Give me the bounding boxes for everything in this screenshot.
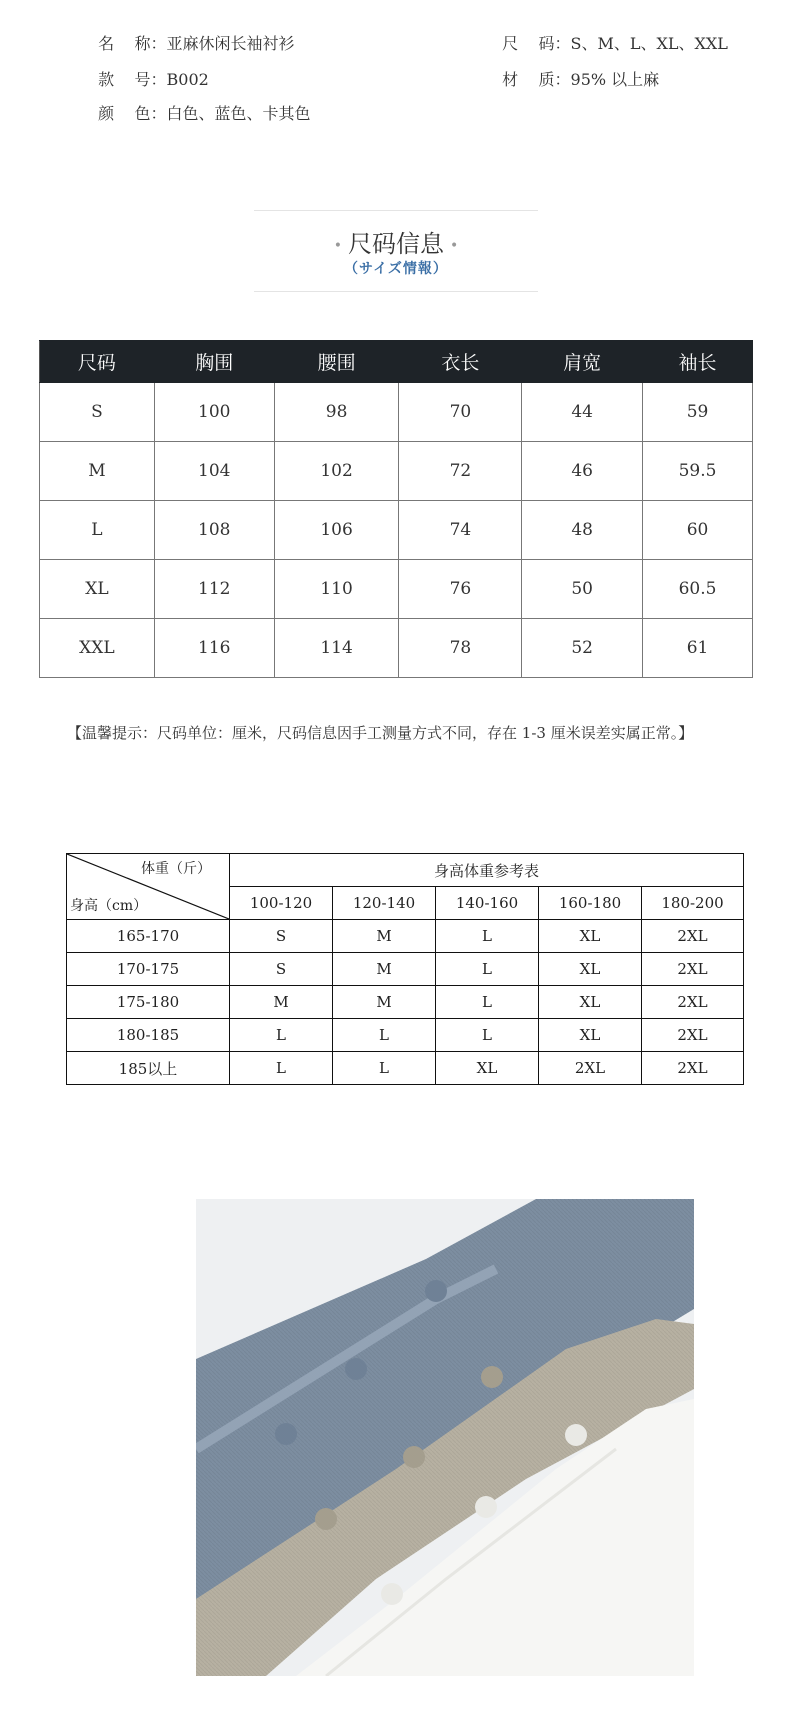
height-row	[67, 920, 744, 953]
height-range-cell: 165-170	[67, 920, 230, 953]
corner-height-label: 身高（cm）	[70, 898, 148, 914]
weight-range-cell: 120-140	[333, 887, 436, 920]
spec-color-value: 白色、蓝色、卡其色	[166, 104, 311, 123]
recommended-size-cell: L	[436, 1019, 539, 1052]
recommended-size-cell: L	[436, 920, 539, 953]
size-info-title-text: 尺码信息	[348, 230, 444, 258]
size-cell: 108	[154, 501, 274, 560]
recommended-size-cell: M	[333, 986, 436, 1019]
size-cell: 59	[643, 383, 753, 442]
spec-material-value: 95% 以上麻	[570, 70, 660, 89]
recommended-size-cell: 2XL	[642, 920, 744, 953]
size-header-cell: 尺码	[40, 341, 155, 383]
corner-weight-label: 体重（斤）	[141, 861, 211, 877]
size-row	[40, 619, 753, 678]
size-cell: XXL	[40, 619, 155, 678]
recommended-size-cell: M	[230, 986, 333, 1019]
size-cell: 100	[154, 383, 274, 442]
height-range-cell: 170-175	[67, 953, 230, 986]
size-header-cell: 腰围	[274, 341, 399, 383]
title-dot-right: •	[450, 237, 459, 254]
heading-bottom-rule	[254, 291, 538, 292]
recommended-size-cell: 2XL	[642, 1019, 744, 1052]
size-cell: 102	[274, 442, 399, 501]
measurement-tip: 【温馨提示：尺码单位：厘米，尺码信息因手工测量方式不同，存在 1-3 厘米误差实属正常。】	[67, 724, 694, 742]
recommended-size-cell: XL	[539, 953, 642, 986]
height-range-cell: 180-185	[67, 1019, 230, 1052]
size-row	[40, 560, 753, 619]
spec-color-key: 颜 色：	[98, 104, 167, 123]
size-cell: 60	[643, 501, 753, 560]
spec-model-value: B002	[166, 70, 209, 89]
size-info-heading	[254, 210, 538, 292]
recommended-size-cell: S	[230, 953, 333, 986]
recommended-size-cell: L	[436, 953, 539, 986]
recommended-size-cell: 2XL	[642, 1052, 744, 1085]
size-cell: 50	[522, 560, 643, 619]
height-row	[67, 1019, 744, 1052]
size-cell: 60.5	[643, 560, 753, 619]
weight-range-cell: 140-160	[436, 887, 539, 920]
recommended-size-cell: L	[230, 1019, 333, 1052]
recommended-size-cell: XL	[539, 986, 642, 1019]
spec-model-key: 款 号：	[98, 70, 167, 89]
size-row	[40, 383, 753, 442]
size-cell: 74	[399, 501, 522, 560]
size-cell: L	[40, 501, 155, 560]
recommended-size-cell: 2XL	[642, 953, 744, 986]
product-photo	[196, 1199, 694, 1676]
height-row	[67, 986, 744, 1019]
size-cell: S	[40, 383, 155, 442]
weight-range-cell: 180-200	[642, 887, 744, 920]
size-cell: 48	[522, 501, 643, 560]
reference-title: 身高体重参考表	[230, 854, 744, 887]
recommended-size-cell: XL	[539, 920, 642, 953]
size-cell: 110	[274, 560, 399, 619]
size-header-cell: 肩宽	[522, 341, 643, 383]
size-cell: 76	[399, 560, 522, 619]
size-header-cell: 衣长	[399, 341, 522, 383]
size-table-header	[40, 341, 753, 383]
recommended-size-cell: S	[230, 920, 333, 953]
size-cell: 72	[399, 442, 522, 501]
recommended-size-cell: 2XL	[642, 986, 744, 1019]
spec-color	[88, 82, 311, 124]
recommended-size-cell: M	[333, 953, 436, 986]
spec-material	[492, 48, 659, 90]
size-info-subtitle: （サイズ情報）	[344, 261, 448, 277]
spec-name-key: 名 称：	[98, 34, 167, 53]
recommended-size-cell: 2XL	[539, 1052, 642, 1085]
size-info-title	[254, 224, 538, 259]
size-table-body	[40, 383, 753, 678]
size-cell: 114	[274, 619, 399, 678]
spec-name-value: 亚麻休闲长袖衬衫	[166, 34, 295, 53]
recommended-size-cell: M	[333, 920, 436, 953]
weight-range-cell: 100-120	[230, 887, 333, 920]
size-cell: 52	[522, 619, 643, 678]
size-cell: 59.5	[643, 442, 753, 501]
recommended-size-cell: XL	[436, 1052, 539, 1085]
size-row	[40, 501, 753, 560]
height-range-cell: 175-180	[67, 986, 230, 1019]
size-cell: 116	[154, 619, 274, 678]
spec-material-key: 材 质：	[502, 70, 571, 89]
size-cell: XL	[40, 560, 155, 619]
height-row	[67, 1052, 744, 1085]
corner-header-cell	[67, 854, 230, 920]
recommended-size-cell: XL	[539, 1019, 642, 1052]
recommended-size-cell: L	[230, 1052, 333, 1085]
spec-size-value: S、M、L、XL、XXL	[570, 34, 728, 53]
height-weight-table	[66, 853, 744, 1085]
recommended-size-cell: L	[436, 986, 539, 1019]
heading-top-rule	[254, 210, 538, 211]
size-cell: 78	[399, 619, 522, 678]
height-row	[67, 953, 744, 986]
size-cell: 44	[522, 383, 643, 442]
size-cell: 104	[154, 442, 274, 501]
spec-size-key: 尺 码：	[502, 34, 571, 53]
size-cell: 70	[399, 383, 522, 442]
size-cell: 112	[154, 560, 274, 619]
size-header-cell: 胸围	[154, 341, 274, 383]
size-table	[39, 340, 753, 678]
title-dot-left: •	[333, 237, 342, 254]
size-cell: 61	[643, 619, 753, 678]
size-cell: 106	[274, 501, 399, 560]
size-cell: M	[40, 442, 155, 501]
linen-shirts-illustration	[196, 1199, 694, 1676]
recommended-size-cell: L	[333, 1052, 436, 1085]
height-range-cell: 185以上	[67, 1052, 230, 1085]
recommended-size-cell: L	[333, 1019, 436, 1052]
size-cell: 98	[274, 383, 399, 442]
weight-range-cell: 160-180	[539, 887, 642, 920]
size-header-cell: 袖长	[643, 341, 753, 383]
size-cell: 46	[522, 442, 643, 501]
size-row	[40, 442, 753, 501]
